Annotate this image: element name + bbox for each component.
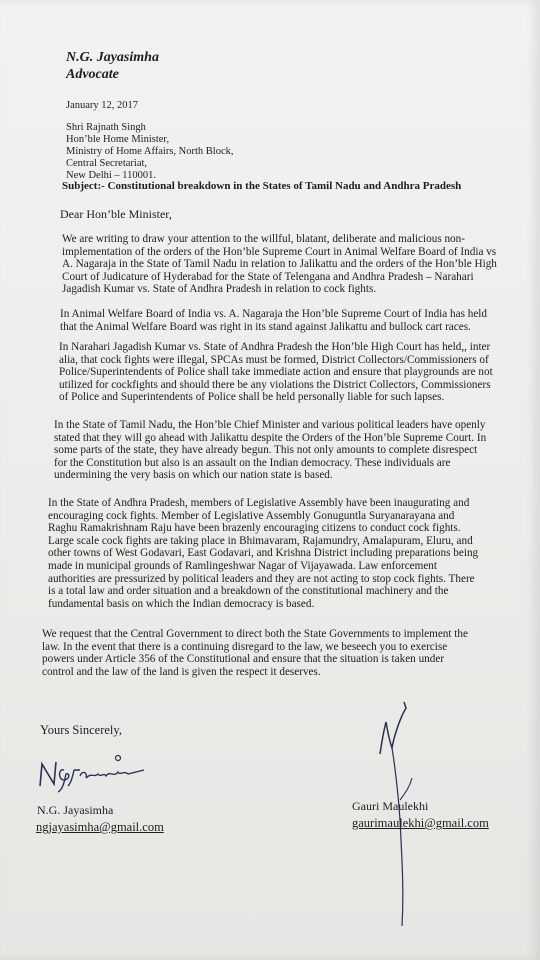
paragraph-line: other towns of West Godavari, East Godavari, and Krishna District including preparations being	[48, 547, 479, 560]
address-line: Hon’ble Home Minister,	[66, 134, 170, 145]
paragraph-line: Police/Superintendents of Police shall take immediate action and ensure that playgrounds are not	[59, 366, 493, 379]
paragraph-line: In Animal Welfare Board of India vs. A. Nagaraja the Hon’ble Supreme Court of India has held	[60, 308, 488, 320]
paragraph-line: is a total law and order situation and a breakdown of the constitutional machinery and the	[48, 585, 449, 598]
salutation: Dear Hon’ble Minister,	[60, 207, 172, 221]
closing-line: Yours Sincerely,	[40, 723, 122, 737]
paragraph-line: Court of Judicature of Hyderabad for the State of Telengana and Andhra Pradesh – Narahari	[62, 270, 474, 283]
paragraph-line: encouraging cock fights. Member of Legislative Assembly Gonuguntla Suryanarayana and	[48, 509, 455, 522]
paragraph-line: alia, that cock fights were illegal, SPCAs must be formed, District Collectors/Commissioners of	[59, 353, 489, 366]
letter-date: January 12, 2017	[66, 100, 139, 111]
paragraph-line: stated that they will go ahead with Jalikattu despite the Orders of the Hon’ble Supreme Court. In	[54, 431, 487, 444]
paragraph-line: some parts of the state, they have already begun. This not only amounts to complete disrespect	[54, 444, 478, 457]
paragraph-line: authorities are pressurized by political leaders and they are not acting to stop cock fights. There	[48, 572, 475, 585]
paragraph-line: for the Constitution but also is an assault on the Indian democracy. These individuals are	[54, 456, 451, 469]
address-line: Ministry of Home Affairs, North Block,	[66, 146, 234, 157]
signature-jayasimha	[34, 750, 164, 800]
paragraph-line: utilized for cockfights and should there be any violations the District Collectors, Commissioners	[59, 378, 491, 391]
paragraph-line: made in municipal grounds of Ramlingeshwar Nagar of Vijayawada. Law enforcement	[48, 559, 437, 572]
paragraph-line: of Police and Superintendents of Police shall be held personally liable for such lapses.	[59, 391, 445, 404]
paragraph-5	[48, 497, 478, 610]
paragraph-line: We are writing to draw your attention to the willful, blatant, deliberate and malicious non-	[62, 233, 465, 245]
signatory-email-left: ngjayasimha@gmail.com	[36, 820, 164, 834]
letter-subject: Subject:- Constitutional breakdown in the States of Tamil Nadu and Andhra Pradesh	[62, 180, 462, 192]
signatory-email-right: gaurimaulekhi@gmail.com	[352, 816, 489, 830]
paragraph-line: law. In the event that there is a continuing disregard to the law, we beseech you to exercise	[42, 640, 448, 653]
paragraph-4	[54, 419, 486, 482]
paragraph-line: Large scale cock fights are taking place in Bhimavaram, Rajamundry, Amalapuram, Eluru, and	[48, 534, 473, 547]
paragraph-line: In the State of Tamil Nadu, the Hon’ble Chief Minister and various political leaders have openly	[54, 419, 486, 431]
paragraph-3	[59, 341, 493, 404]
paragraph-1	[62, 233, 497, 296]
paragraph-line: implementation of the orders of the Hon’ble Supreme Court in Animal Welfare Board of India vs	[62, 245, 497, 258]
paragraph-line: powers under Article 356 of the Constitutional and ensure that the situation is taken under	[42, 653, 445, 666]
address-line: Central Secretariat,	[66, 158, 148, 169]
signature-maulekhi	[370, 700, 430, 930]
letterhead-name: N.G. Jayasimha	[66, 50, 159, 65]
signatory-name-left: N.G. Jayasimha	[37, 803, 114, 817]
paragraph-6	[42, 628, 468, 678]
paragraph-line: Raghu Ramakrishnam Raju have been brazenly encouraging citizens to conduct cock fights.	[48, 522, 461, 535]
letterhead-role: Advocate	[66, 67, 119, 82]
paragraph-2	[60, 308, 487, 333]
paragraph-line: In the State of Andhra Pradesh, members of Legislative Assembly have been inaugurating and	[48, 497, 470, 509]
paragraph-line: control and the law of the land is given the respect it deserves.	[42, 665, 321, 678]
address-line: New Delhi – 110001.	[66, 170, 157, 181]
paragraph-line: We request that the Central Government to direct both the State Governments to implement the	[42, 628, 468, 640]
paragraph-line: In Narahari Jagadish Kumar vs. State of Andhra Pradesh the Hon’ble High Court has held,, inter	[59, 341, 491, 353]
paragraph-line: A. Nagaraja in the State of Tamil Nadu in relation to Jalikattu and the orders of the Hon’ble High	[62, 258, 497, 271]
paragraph-line: Jagadish Kumar vs. State of Andhra Pradesh in relation to cock fights.	[62, 283, 377, 296]
paragraph-line: fundamental basis on which the Indian democracy is based.	[48, 597, 315, 610]
address-line: Shri Rajnath Singh	[66, 122, 146, 133]
signatory-name-right: Gauri Maulekhi	[352, 799, 429, 813]
paragraph-line: undermining the very basis on which our nation state is based.	[54, 469, 333, 482]
paragraph-line: that the Animal Welfare Board was right in its stand against Jalikattu and bullock cart races.	[60, 320, 471, 333]
